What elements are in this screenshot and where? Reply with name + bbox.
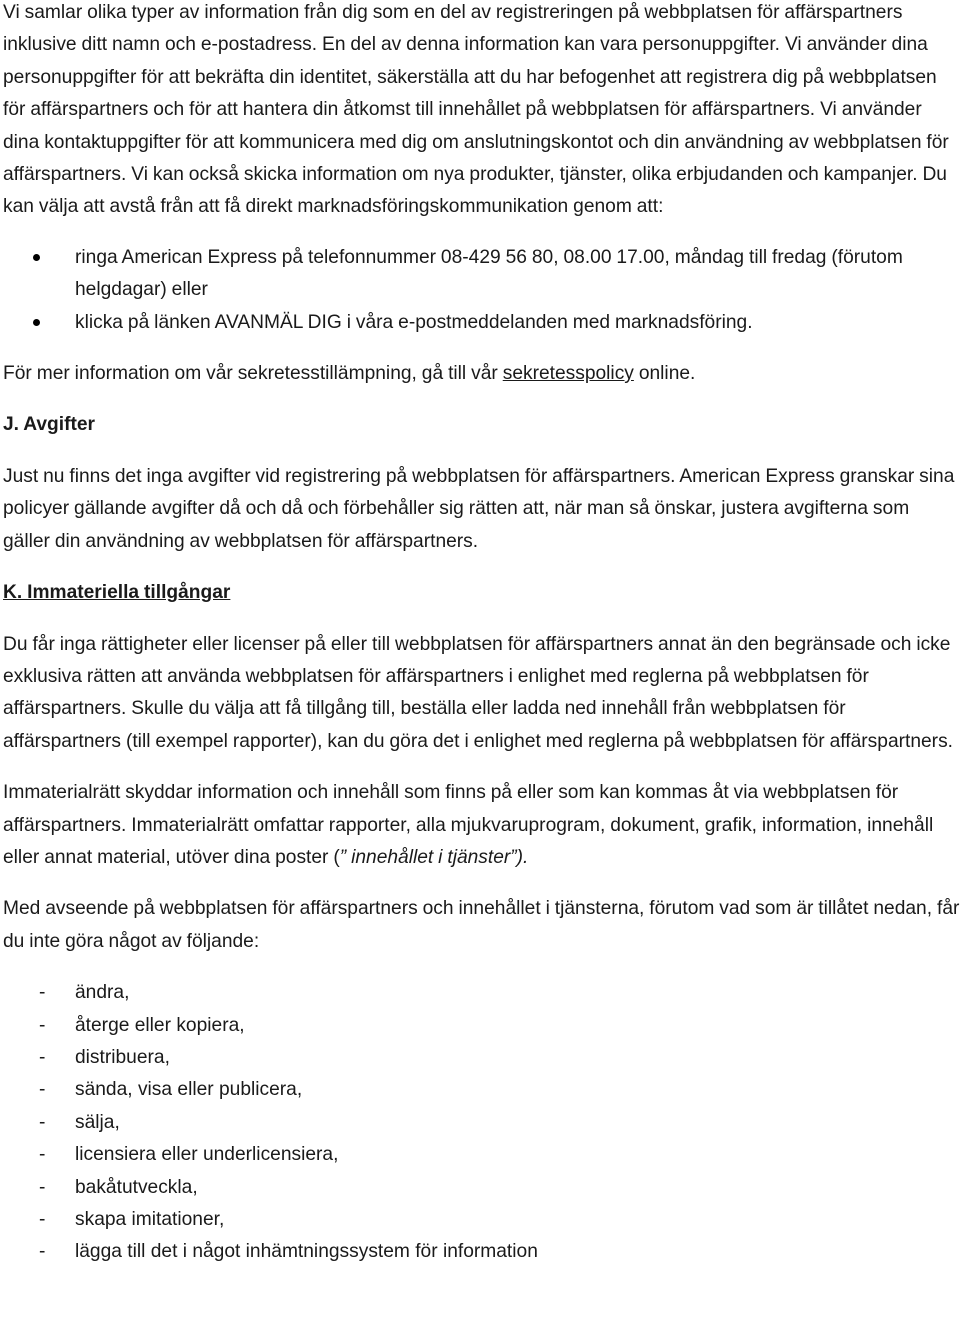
section-k-paragraph-2 — [3, 777, 960, 874]
list-item — [3, 1236, 960, 1268]
list-item-text: lägga till det i något inhämtningssystem för information — [75, 1241, 538, 1263]
bullet-dot-icon — [33, 254, 40, 261]
list-item — [3, 977, 960, 1009]
list-item — [3, 1172, 960, 1204]
section-j-heading: J. Avgifter — [3, 414, 96, 436]
list-item-text: sända, visa eller publicera, — [75, 1079, 303, 1101]
list-item — [3, 1042, 960, 1074]
bullet-dot-icon — [33, 319, 40, 326]
section-k-paragraph-1: Du får inga rättigheter eller licenser på eller till webbplatsen för affärspartners annat än den begränsade och icke exklusiva rätten att använda webbplatsen för affärspartners i enlighet med reglerna på webbplatsen för affärspartners. Skulle du välja att få tillgång till, beställa eller ladda ned innehåll från webbplatsen för affärspartners (till exempel rapporter), kan du göra det i enlighet med reglerna på webbplatsen för affärspartners. — [3, 633, 953, 752]
list-item-text: ändra, — [75, 982, 130, 1004]
bullet-text: ringa American Express på telefonnummer 08-429 56 80, 08.00 17.00, måndag till fredag (förutom helgdagar) eller — [75, 246, 903, 301]
list-item-text: återge eller kopiera, — [75, 1014, 245, 1036]
list-item — [3, 1010, 960, 1042]
dash-marker: - — [39, 1241, 46, 1263]
document-page — [3, 0, 960, 1269]
list-item — [3, 1139, 960, 1171]
section-k-paragraph-3: Med avseende på webbplatsen för affärspartners och innehållet i tjänsterna, förutom vad som är tillåtet nedan, får du inte göra något av följande: — [3, 898, 960, 952]
dash-marker: - — [39, 1111, 46, 1133]
list-item-text: bakåtutveckla, — [75, 1176, 198, 1198]
dash-marker: - — [39, 1144, 46, 1166]
dash-marker: - — [39, 1209, 46, 1230]
section-k-heading: K. Immateriella tillgångar — [3, 582, 231, 604]
list-item — [3, 1074, 960, 1106]
bullet-item-phone — [3, 242, 960, 307]
section-j-paragraph: Just nu finns det inga avgifter vid registrering på webbplatsen för affärspartners. American Express granskar sina policyer gällande avgifter då och då och förbehåller sig rätten att, när man så önskar, justera avgifterna som gäller din användning av webbplatsen för affärspartners. — [3, 465, 955, 552]
list-item-text: sälja, — [75, 1111, 120, 1133]
privacy-text-after: online. — [633, 363, 696, 385]
intro-paragraph: Vi samlar olika typer av information från dig som en del av registreringen på webbplatsen för affärspartners inklusive ditt namn och e-postadress. En del av denna information kan vara personuppgifter. Vi använder dina personuppgifter för att bekräfta din identitet, säkerställa att du har befogenhet att registrera dig på webbplatsen för affärspartners och för att hantera din åtkomst till innehållet på webbplatsen för affärspartners. Vi använder dina kontaktuppgifter för att kommunicera med dig om anslutningskontot och din användning av webbplatsen för affärspartners. Vi kan också skicka information om nya produkter, tjänster, olika erbjudanden och kampanjer. Du kan välja att avstå från att få direkt marknadsföringskommunikation genom att: — [3, 2, 949, 218]
dash-marker: - — [39, 1046, 46, 1068]
prohibited-actions-list — [3, 977, 960, 1269]
section-k-paragraph-2-text: Immaterialrätt skyddar information och innehåll som finns på eller som kan kommas åt via webbplatsen för affärspartners. Immaterialrätt omfattar rapporter, alla mjukvaruprogram, dokument, grafik, information, innehåll eller annat material, utöver dina poster ( — [3, 782, 934, 868]
list-item — [3, 1107, 960, 1139]
list-item-text: licensiera eller underlicensiera, — [75, 1144, 339, 1166]
bullet-text: klicka på länken AVANMÄL DIG i våra e-postmeddelanden med marknadsföring. — [75, 311, 753, 333]
optout-bullet-list — [3, 242, 960, 339]
dash-marker: - — [39, 1176, 46, 1198]
privacy-text-before: För mer information om vår sekretesstillämpning, gå till vår — [3, 363, 503, 385]
privacy-policy-link[interactable]: sekretesspolicy — [502, 363, 634, 385]
dash-marker: - — [39, 1079, 46, 1101]
dash-marker: - — [39, 982, 46, 1004]
bullet-item-unsubscribe-link — [3, 307, 960, 339]
list-item-text: skapa imitationer, — [75, 1209, 225, 1230]
dash-marker: - — [39, 1014, 46, 1036]
list-item-text: distribuera, — [75, 1046, 170, 1068]
privacy-paragraph — [3, 358, 960, 390]
section-k-paragraph-2-italic: ” innehållet i tjänster”). — [339, 846, 529, 868]
list-item — [3, 1204, 960, 1236]
